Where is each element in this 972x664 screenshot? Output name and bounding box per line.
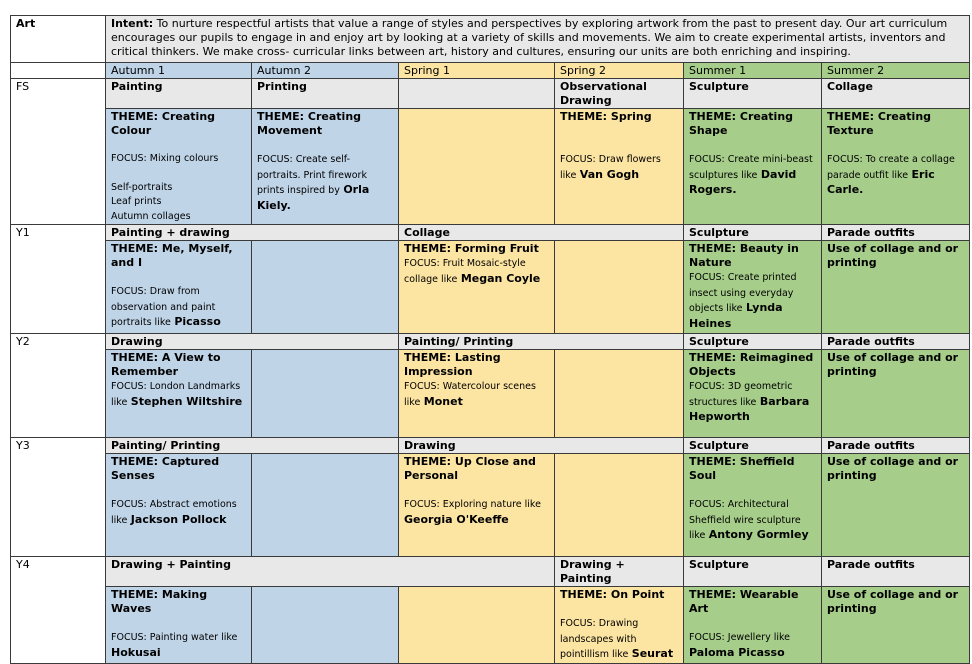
focus-text: FOCUS: To create a collage parade outfit like: [827, 154, 955, 181]
focus-text: FOCUS: London Landmarks like: [111, 381, 241, 408]
y3-detail-autumn-1: [106, 454, 252, 557]
artist-name: Van Gogh: [579, 167, 640, 181]
fs-unit-spring-1: [399, 79, 555, 109]
y4-detail-autumn-1: [106, 587, 252, 664]
fs-unit-summer-1: Sculpture: [684, 79, 822, 109]
theme-text: THEME: Creating Movement: [257, 110, 362, 137]
y1-detail-spring-2: [555, 241, 684, 334]
theme-text: THEME: Beauty in Nature: [689, 242, 799, 269]
focus-text: FOCUS: Architectural Sheffield wire sculpture like: [689, 499, 801, 541]
y4-detail-summer-1: [684, 587, 822, 664]
y3-unit-summer-2: Parade outfits: [822, 438, 970, 454]
y2-unit-autumn: Drawing: [106, 334, 399, 350]
artist-name: Picasso: [174, 315, 221, 328]
theme-text: THEME: Wearable Art: [689, 588, 799, 615]
artist-name: Seurat: [631, 647, 674, 660]
focus-text: FOCUS: Draw flowers like: [560, 154, 661, 181]
artist-name: Antony Gormley: [708, 528, 809, 541]
fs-detail-autumn-2: [252, 109, 399, 225]
fs-unit-summer-2: Collage: [822, 79, 970, 109]
y1-unit-summer-1: Sculpture: [684, 225, 822, 241]
list-item: Leaf prints: [111, 196, 162, 207]
y3-unit-summer-1: Sculpture: [684, 438, 822, 454]
artist-name: Paloma Picasso: [689, 645, 785, 659]
year-label-y4: Y4: [11, 557, 106, 664]
theme-text: THEME: On Point: [560, 588, 665, 601]
fs-detail-spring-1: [399, 109, 555, 225]
term-spring-1: Spring 1: [399, 63, 555, 79]
y1-detail-row: [11, 241, 970, 334]
artist-name: Jackson Pollock: [130, 512, 227, 526]
focus-text: FOCUS: Jewellery like: [689, 632, 790, 643]
artist-name: Megan Coyle: [460, 271, 541, 285]
fs-head-row: [11, 79, 970, 109]
focus-text: FOCUS: Exploring nature like: [404, 499, 541, 510]
theme-text: THEME: Me, Myself, and I: [111, 242, 233, 269]
term-autumn-1: Autumn 1: [106, 63, 252, 79]
list-item: Self-portraits: [111, 181, 173, 193]
term-autumn-2: Autumn 2: [252, 63, 399, 79]
term-summer-1: Summer 1: [684, 63, 822, 79]
year-label-y2: Y2: [11, 334, 106, 438]
y1-head-row: [11, 225, 970, 241]
y4-head-row: [11, 557, 970, 587]
theme-text: THEME: Creating Texture: [827, 110, 932, 137]
y4-unit-spring-2: Drawing + Painting: [555, 557, 684, 587]
y3-detail-autumn-2: [252, 454, 399, 557]
y1-unit-summer-2: Parade outfits: [822, 225, 970, 241]
artist-name: Eric Carle.: [827, 167, 935, 196]
intent-label: Intent:: [111, 17, 154, 30]
intent-text: To nurture respectful artists that value a range of styles and perspectives by exploring artwork from the past to present day. Our art curriculum encourages our pupils to engage in and enjoy art by looking at a variety of skills and movements. We aim to create experimental artists, inventors and critical thinkers. We make cross- curricular links between art, history and cultures, ensuring our units are both enriching and inspiring.: [111, 17, 948, 58]
theme-text: THEME: Sheffield Soul: [689, 455, 795, 482]
year-label-fs: FS: [11, 79, 106, 225]
artist-name: Monet: [423, 394, 463, 408]
y4-unit-autumn: Drawing + Painting: [106, 557, 555, 587]
y3-unit-autumn: Painting/ Printing: [106, 438, 399, 454]
focus-text: FOCUS: Drawing landscapes with pointillism like: [560, 618, 639, 660]
fs-unit-autumn-1: Painting: [106, 79, 252, 109]
artist-name: Georgia O'Keeffe: [404, 512, 509, 526]
y1-detail-summer-2: Use of collage and or printing: [822, 241, 970, 334]
y2-head-row: [11, 334, 970, 350]
intent-cell: [106, 16, 970, 63]
y1-unit-autumn: Painting + drawing: [106, 225, 399, 241]
y2-detail-row: [11, 350, 970, 438]
term-header-blank: [11, 63, 106, 79]
term-header-row: [11, 63, 970, 79]
focus-text: FOCUS: Draw from observation and paint portraits like: [111, 286, 216, 328]
y3-head-row: [11, 438, 970, 454]
fs-detail-autumn-1: [106, 109, 252, 225]
y1-detail-autumn-1: [106, 241, 252, 334]
year-label-y1: Y1: [11, 225, 106, 334]
y3-detail-summer-2: Use of collage and or printing: [822, 454, 970, 557]
focus-text: FOCUS: Mixing colours: [111, 153, 219, 164]
year-label-y3: Y3: [11, 438, 106, 557]
y4-detail-spring-1: [399, 587, 555, 664]
art-curriculum-table: [10, 15, 970, 664]
y4-unit-summer-2: Parade outfits: [822, 557, 970, 587]
theme-text: THEME: Captured Senses: [111, 455, 220, 482]
y4-detail-autumn-2: [252, 587, 399, 664]
focus-text: FOCUS: Painting water like: [111, 632, 238, 643]
fs-unit-spring-2: Observational Drawing: [555, 79, 684, 109]
y1-detail-spring-1: [399, 241, 555, 334]
term-spring-2: Spring 2: [555, 63, 684, 79]
theme-text: THEME: Up Close and Personal: [404, 455, 536, 482]
y1-detail-summer-1: [684, 241, 822, 334]
y4-detail-row: [11, 587, 970, 664]
y2-unit-summer-2: Parade outfits: [822, 334, 970, 350]
artist-name: David Rogers.: [689, 167, 797, 196]
y2-detail-summer-2: Use of collage and or printing: [822, 350, 970, 438]
theme-text: THEME: Spring: [560, 110, 652, 123]
y1-detail-autumn-2: [252, 241, 399, 334]
y2-detail-spring-2: [555, 350, 684, 438]
theme-text: THEME: Lasting Impression: [404, 351, 501, 378]
focus-text: FOCUS: Create self-portraits. Print firework prints inspired by: [257, 154, 367, 196]
focus-text: FOCUS: 3D geometric structures like: [689, 381, 793, 408]
focus-text: FOCUS: Abstract emotions like: [111, 499, 237, 526]
subject-cell: Art: [11, 16, 106, 63]
artist-name: Stephen Wiltshire: [130, 394, 243, 408]
artist-name: Hokusai: [111, 645, 161, 659]
fs-detail-spring-2: [555, 109, 684, 225]
term-summer-2: Summer 2: [822, 63, 970, 79]
y2-detail-autumn-1: [106, 350, 252, 438]
y4-detail-spring-2: [555, 587, 684, 664]
fs-detail-row: [11, 109, 970, 225]
fs-unit-autumn-2: Printing: [252, 79, 399, 109]
y2-unit-spring: Painting/ Printing: [399, 334, 684, 350]
artist-name: Barbara Hepworth: [689, 394, 810, 423]
y3-detail-summer-1: [684, 454, 822, 557]
y2-detail-spring-1: [399, 350, 555, 438]
y1-unit-spring: Collage: [399, 225, 684, 241]
theme-text: THEME: Making Waves: [111, 588, 208, 615]
artist-name: Lynda Heines: [689, 301, 783, 330]
y3-detail-spring-2: [555, 454, 684, 557]
theme-text: THEME: Creating Shape: [689, 110, 794, 137]
theme-text: THEME: Forming Fruit: [404, 242, 539, 255]
focus-text: FOCUS: Fruit Mosaic-style collage like: [404, 258, 526, 285]
y4-detail-summer-2: Use of collage and or printing: [822, 587, 970, 664]
fs-detail-summer-2: [822, 109, 970, 225]
theme-text: THEME: Creating Colour: [111, 110, 216, 137]
y3-detail-row: [11, 454, 970, 557]
focus-text: FOCUS: Create printed insect using everyday objects like: [689, 272, 797, 314]
y4-unit-summer-1: Sculpture: [684, 557, 822, 587]
y2-detail-summer-1: [684, 350, 822, 438]
artist-name: Orla Kiely.: [257, 183, 370, 212]
list-item: Autumn collages: [111, 210, 191, 222]
y2-unit-summer-1: Sculpture: [684, 334, 822, 350]
theme-text: THEME: A View to Remember: [111, 351, 221, 378]
y3-unit-spring: Drawing: [399, 438, 684, 454]
fs-detail-summer-1: [684, 109, 822, 225]
y2-detail-autumn-2: [252, 350, 399, 438]
focus-text: FOCUS: Watercolour scenes like: [404, 381, 536, 408]
theme-text: THEME: Reimagined Objects: [689, 351, 814, 378]
y3-detail-spring-1: [399, 454, 555, 557]
focus-text: FOCUS: Create mini-beast sculptures like: [689, 154, 813, 181]
